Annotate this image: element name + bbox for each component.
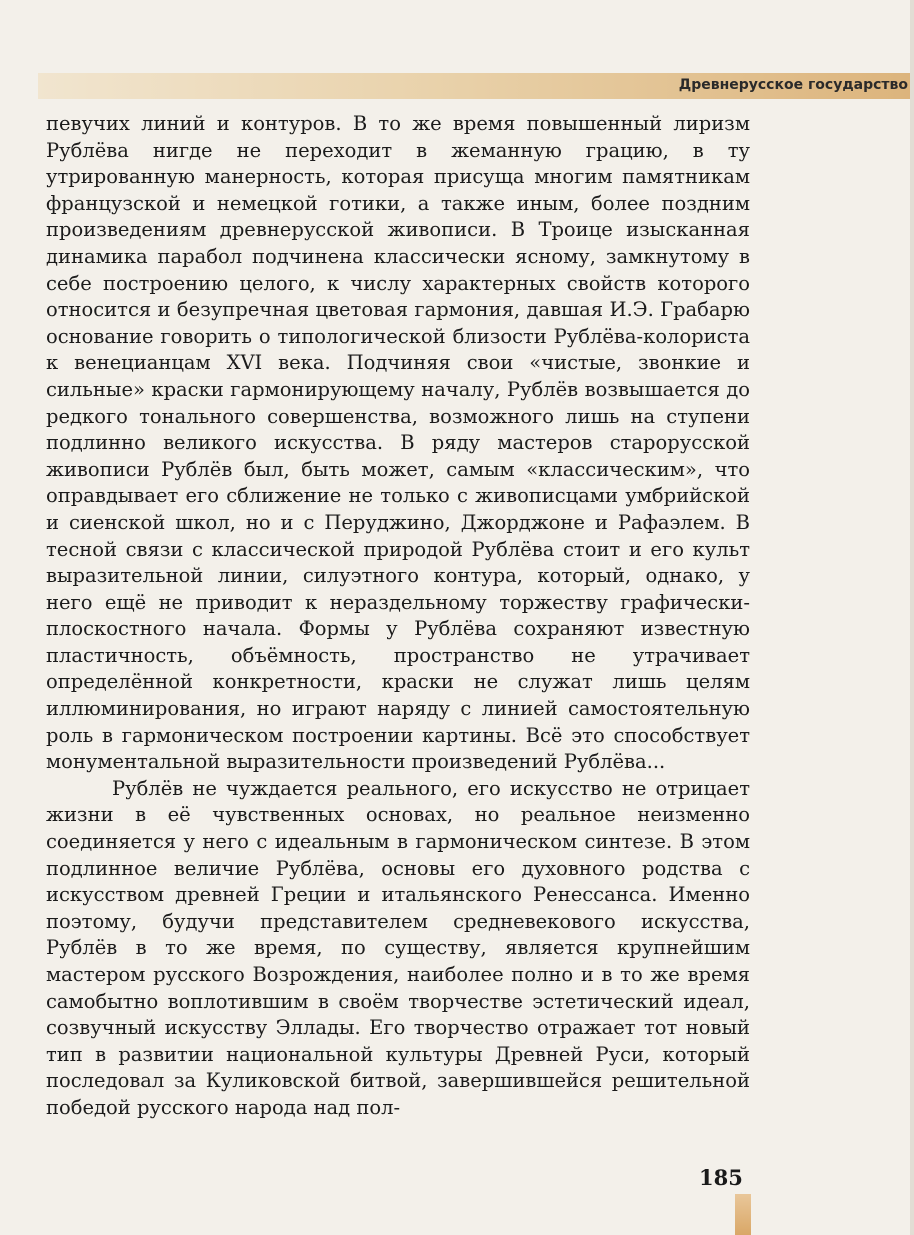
running-header-band [38,73,914,99]
paragraph-2: Рублёв не чуждается реального, его искусство не отрицает жизни в её чувственных основах, но реальное неизменно соединяется у него с идеальным в гармоническом синтезе. В этом подлинное величие Рублёва, основы его духовного родства с искусством древней Греции и итальянского Ренессанса. Именно поэтому, будучи представителем средневекового искусства, Рублёв в то же время, по существу, является крупнейшим мастером русского Возрождения, наиболее полно и в то же время самобытно воплотившим в своём творчестве эстетический идеал, созвучный искусству Эллады. Его творчество отражает тот новый тип в развитии национальной культуры Древней Руси, который последовал за Куликовской битвой, завершившейся решительной победой русского народа над пол- [46,776,750,1119]
paragraph-1: певучих линий и контуров. В то же время повышенный лиризм Рублёва нигде не переходит в жеманную грацию, в ту утрированную манерность, которая присуща многим памятникам французской и немецкой готики, а также иным, более поздним произведениям древнерусской живописи. В Троице изысканная динамика парабол подчинена классически ясному, замкнутому в себе построению целого, к числу характерных свойств которого относится и безупречная цветовая гармония, давшая И.Э. Грабарю основание говорить о типологической близости Рублёва-колориста к венецианцам XVI века. Подчиняя свои «чистые, звонкие и сильные» краски гармонирующему началу, Рублёв возвышается до редкого тонального совершенства, возможного лишь на ступени подлинно великого искусства. В ряду мастеров старорусской живописи Рублёв был, быть может, самым «классическим», что оправдывает его сближение не только с живописцами умбрийской и сиенской школ, но и с Перуджино, Джорджоне и Рафаэлем. В тесной связи с классической природой Рублёва стоит и его культ выразительной линии, силуэтного контура, который, однако, у него ещё не приводит к нераздельному торжеству графически-плоскостного начала. Формы у Рублёва сохраняют известную пластичность, объёмность, пространство не утрачивает определённой конкретности, краски не служат лишь целям иллюминирования, но играют наряду с линией самостоятельную роль в гармоническом построении картины. Всё это способствует монументальной выразительности произведений Рублёва... [46,112,750,774]
page-edge-marker [735,1194,751,1235]
running-header-title: Древнерусское государство [678,77,908,93]
body-text [46,111,750,1122]
page-edge-shadow [910,0,914,1235]
page-number: 185 [699,1165,743,1190]
